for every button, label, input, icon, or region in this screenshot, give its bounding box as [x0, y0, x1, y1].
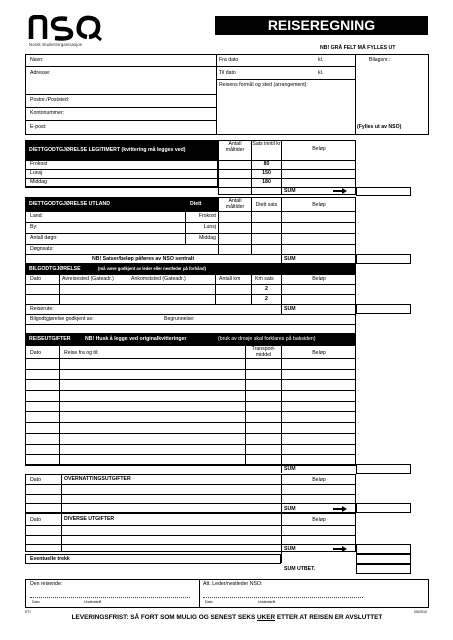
bil-col-km: Antall km	[219, 276, 241, 282]
row-lunsj: Lunsj	[30, 170, 43, 176]
row-line	[25, 314, 356, 315]
trekk-amount-box[interactable]	[356, 554, 411, 564]
row-line	[25, 535, 356, 536]
utland-note: NB! Satser/beløp påføres av NSO sentralt	[92, 256, 195, 262]
row-line	[25, 294, 356, 295]
arrow-right-icon	[333, 546, 347, 552]
bil-sum: SUM	[284, 306, 296, 312]
col-line	[59, 274, 60, 304]
row-frokost: Frokost	[30, 161, 48, 167]
legitimert-sum: SUM	[284, 188, 296, 194]
account-field[interactable]: Kontonummer:	[30, 110, 65, 116]
table-row[interactable]	[25, 369, 356, 370]
overnatting-header: OVERNATTINGSUTGIFTER	[64, 476, 131, 482]
row-line	[25, 222, 356, 223]
row-line	[216, 79, 355, 80]
col-sats: Sats inntil kr	[252, 141, 281, 147]
to-time-label: kl.	[318, 70, 324, 76]
reise-note: NB! Husk å legge ved originalkvitteringer	[85, 336, 187, 342]
form-version: 05/2010	[414, 610, 427, 614]
to-date-field[interactable]: Til dato	[219, 70, 236, 76]
diverse-sum: SUM	[284, 546, 296, 552]
diverse-col-dato: Dato	[30, 517, 41, 523]
reisende-label: Den reisende:	[30, 581, 63, 587]
name-field[interactable]: Navn:	[30, 57, 44, 63]
diverse-sum-box[interactable]	[356, 544, 411, 554]
col-line	[185, 211, 186, 244]
signature-line-traveller[interactable]	[30, 597, 190, 598]
bil-col-avreise: Avreisested (Gateadr.)	[62, 276, 114, 282]
deadline-text-1: LEVERINGSFRIST: SÅ FORT SOM MULIG OG SENEST SEKS	[71, 614, 257, 621]
sign-dato-2: Dato	[205, 600, 213, 604]
table-row[interactable]	[25, 454, 356, 455]
sum-utbetalt-label: SUM UTBET.	[284, 566, 316, 572]
row-line	[25, 484, 356, 485]
table-row[interactable]	[25, 411, 356, 412]
sign-dato-1: Dato	[32, 600, 40, 604]
legitimert-rows	[25, 160, 218, 187]
row-line	[25, 107, 216, 108]
diverse-header: DIVERSE UTGIFTER	[64, 516, 115, 522]
voucher-number-label: Bilagsnr.:	[369, 57, 391, 63]
nso-logo	[27, 15, 139, 49]
bil-sats-1: 2	[265, 286, 268, 292]
postal-field[interactable]: Postnr./Poststed:	[30, 97, 70, 103]
arrow-right-icon	[333, 506, 347, 512]
row-line	[25, 244, 356, 245]
arrow-right-icon	[333, 188, 347, 194]
logo-subtitle: Norsk studentorganisasjon	[29, 42, 83, 47]
utland-col-diett: Diett	[190, 201, 202, 207]
nso-logo-mark	[27, 15, 139, 41]
reise-col-belop: Beløp	[312, 350, 326, 356]
row-line	[25, 284, 356, 285]
row-middag: Middag	[30, 179, 48, 185]
dognsats-field[interactable]: Døgnsats:	[30, 246, 54, 252]
row-line	[25, 160, 356, 161]
utland-col-belop: Beløp	[312, 202, 326, 208]
bil-col-dato: Dato	[30, 276, 41, 282]
sats-frokost: 80	[263, 161, 270, 167]
utland-col-sats: Diett sats	[255, 202, 278, 208]
utland-sum-box[interactable]	[356, 254, 411, 264]
email-field[interactable]: E-post:	[30, 124, 47, 130]
row-line	[25, 233, 356, 234]
legitimert-sum-box[interactable]	[356, 187, 411, 196]
overnatting-col-dato: Dato	[30, 477, 41, 483]
deadline-text-weeks: UKER	[257, 614, 276, 621]
table-row[interactable]	[25, 422, 356, 423]
reiserute-field[interactable]: Reiserute:	[30, 306, 54, 312]
form-code: ETI	[25, 610, 31, 614]
row-line	[25, 211, 356, 212]
sats-lunsj: 150	[262, 170, 271, 176]
utland-lunsj: Lunsj	[203, 224, 216, 230]
row-line	[25, 544, 356, 545]
sign-underskrift-1: Underskrift	[84, 600, 102, 604]
table-row[interactable]	[25, 433, 356, 434]
col-antall-maltider: Antall måltider	[225, 141, 245, 153]
col-belop: Beløp	[312, 146, 326, 152]
utland-frokost: Frokost	[198, 213, 216, 219]
purpose-field[interactable]: Reisens formål og sted (arrangement):	[219, 82, 308, 88]
row-line	[25, 494, 356, 495]
row-line	[216, 66, 355, 67]
row-line	[25, 94, 216, 95]
row-line	[25, 525, 356, 526]
utland-sum: SUM	[284, 256, 296, 262]
reise-header: REISEUTGIFTER	[29, 336, 71, 342]
col-line	[245, 345, 246, 465]
row-line	[25, 304, 356, 305]
row-line	[25, 120, 216, 121]
nso-fill-note: (Fylles ut av NSO)	[357, 124, 402, 130]
row-line	[25, 503, 356, 504]
overnatting-sum: SUM	[284, 506, 296, 512]
reise-col-fra: Reise fra og til:	[64, 350, 99, 356]
col-line	[199, 579, 200, 608]
reise-sum: SUM	[284, 466, 296, 472]
row-line	[25, 324, 356, 325]
row-line	[25, 178, 356, 179]
gray-fields-note: NB! GRÅ FELT MÅ FYLLES UT	[320, 45, 396, 51]
dogn-field[interactable]: Antall døgn:	[30, 235, 58, 241]
land-field[interactable]: Land:	[30, 213, 43, 219]
attestant-label: Att. Leder/nestleder NSO:	[203, 581, 263, 587]
table-row[interactable]	[25, 379, 356, 380]
bil-header: BILGODTGJØRELSE	[29, 266, 81, 272]
col-line	[61, 513, 62, 552]
row-line	[25, 254, 356, 255]
deadline-text-2: ETTER AT REISEN ER AVSLUTTET	[275, 614, 383, 621]
personal-divider-right	[355, 54, 356, 135]
overnatting-col-belop: Beløp	[312, 477, 326, 483]
delivery-deadline	[25, 614, 429, 622]
utland-col-antall: Antall måltider	[225, 198, 245, 210]
utland-middag: Middag	[198, 235, 216, 241]
row-line	[25, 66, 216, 67]
bil-note: (må være godkjent av leder eller nestleder på forhånd)	[98, 266, 206, 271]
reise-note-right: (bruk av drosje skal forklares på baksiden)	[218, 336, 316, 342]
diverse-col-belop: Beløp	[312, 517, 326, 523]
table-row[interactable]	[25, 465, 356, 466]
reise-sum-box[interactable]	[356, 464, 411, 474]
reise-col-dato: Dato	[30, 350, 41, 356]
table-row[interactable]	[25, 444, 356, 445]
begrunnelse-field[interactable]: Begrunnelse:	[164, 316, 195, 322]
table-row[interactable]	[25, 390, 356, 391]
page-title: REISEREGNING	[267, 17, 376, 33]
table-row[interactable]	[25, 358, 356, 359]
row-line	[25, 169, 356, 170]
reise-col-middel: Transport- middel	[251, 346, 276, 358]
bil-col-ankomst: Ankomststed (Gateadr.)	[131, 276, 186, 282]
utland-header: DIETTGODTGJØRELSE UTLAND	[25, 197, 218, 211]
bil-sats-2: 2	[265, 296, 268, 302]
col-line	[215, 274, 216, 304]
row-line	[25, 187, 356, 188]
overnatting-sum-box[interactable]	[356, 503, 411, 513]
godkjent-field[interactable]: Bilgodtgjørelse godkjent av:	[30, 316, 94, 322]
from-time-label: kl.	[318, 57, 324, 63]
reise-table	[25, 345, 356, 465]
bil-sum-box[interactable]	[356, 304, 411, 314]
trekk-label: Eventuelle trekk	[30, 556, 70, 562]
from-date-field[interactable]: Fra dato	[219, 57, 239, 63]
sats-middag: 180	[262, 179, 271, 185]
by-field[interactable]: By:	[30, 224, 38, 230]
table-row[interactable]	[25, 401, 356, 402]
col-line	[59, 345, 60, 465]
address-field[interactable]: Adresse:	[30, 70, 51, 76]
bil-col-sats: Km sats	[255, 276, 274, 282]
sum-utbetalt-box[interactable]	[356, 564, 411, 574]
signature-line-attestant[interactable]	[203, 597, 363, 598]
legitimert-header: DIETTGODTGJØRELSE LEGITIMERT (kvittering må legges ved)	[25, 140, 218, 160]
sign-underskrift-2: Underskrift	[258, 600, 276, 604]
bil-col-belop: Beløp	[312, 276, 326, 282]
